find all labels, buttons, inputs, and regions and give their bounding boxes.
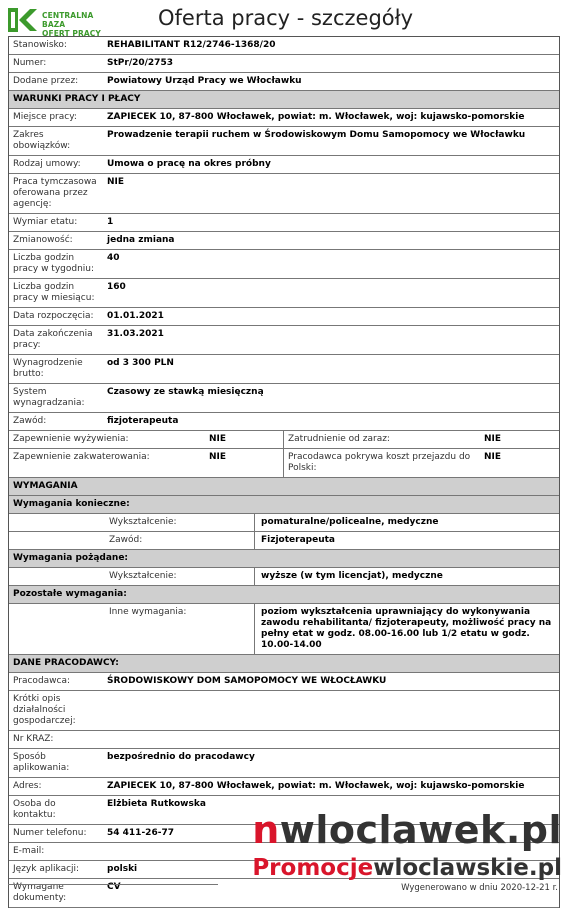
info-row: Adres: ZAPIECEK 10, 87-800 Włocławek, powiat: m. Włocławek, woj: kujawsko-pomorskie [9,778,559,796]
requirement-row: Zawód: Fizjoterapeuta [9,532,559,550]
info-row: Numer: StPr/20/2753 [9,55,559,73]
info-row: Rodzaj umowy: Umowa o pracę na okres próbny [9,156,559,174]
section-header-employer: DANE PRACODAWCY: [9,655,559,673]
info-row: Krótki opis działalności gospodarczej: [9,691,559,731]
footer-divider [8,884,218,885]
info-row: Sposób aplikowania: bezpośrednio do pracodawcy [9,749,559,778]
page-title: Oferta pracy - szczegóły [158,6,414,30]
requirement-row: Wykształcenie: pomaturalne/policealne, medyczne [9,514,559,532]
info-row: Stanowisko: REHABILITANT R12/2746-1368/20 [9,37,559,55]
info-row: Zmianowość: jedna zmiana [9,232,559,250]
watermark-promocje: Promocjewloclawskie.pl [252,855,562,881]
subsection-preferred: Wymagania pożądane: [9,550,559,568]
info-row: Pracodawca: ŚRODOWISKOWY DOM SAMOPOMOCY WE WŁOCŁAWKU [9,673,559,691]
page-header [8,6,558,36]
info-row: Wynagrodzenie brutto: od 3 300 PLN [9,355,559,384]
section-header-conditions: WARUNKI PRACY I PŁACY [9,91,559,109]
info-row: Miejsce pracy: ZAPIECEK 10, 87-800 Włocławek, powiat: m. Włocławek, woj: kujawsko-pomorskie [9,109,559,127]
subsection-required: Wymagania konieczne: [9,496,559,514]
info-row: Dodane przez: Powiatowy Urząd Pracy we Włocławku [9,73,559,91]
requirement-row: Inne wymagania: poziom wykształcenia uprawniający do wykonywania zawodu rehabilitanta/ fizjoterapeuty, możliwość pracy na pełny etat w godz. 08.00-16.00 lub 1/2 etatu w godz. 10.00-14.00 [9,604,559,655]
pair-row: Zapewnienie zakwaterowania: NIE Pracodawca pokrywa koszt przejazdu do Polski: NIE [9,449,559,478]
cbop-logo [8,8,118,38]
top-rows [9,37,559,91]
info-row: Wymiar etatu: 1 [9,214,559,232]
cbop-logo-icon [8,8,38,32]
section-header-requirements: WYMAGANIA [9,478,559,496]
info-row: E-mail: [9,843,559,861]
info-row: System wynagradzania: Czasowy ze stawką miesięczną [9,384,559,413]
requirement-row: Wykształcenie: wyższe (w tym licencjat), medyczne [9,568,559,586]
info-row: Numer telefonu: 54 411-26-77 [9,825,559,843]
info-row: Liczba godzin pracy w tygodniu: 40 [9,250,559,279]
info-row: Zakres obowiązków: Prowadzenie terapii ruchem w Środowiskowym Domu Samopomocy we Włocławku [9,127,559,156]
watermark-nwloclawek: nwloclawek.pl [252,808,562,852]
info-row: Wymagane dokumenty: CV [9,879,559,908]
info-row: Praca tymczasowa oferowana przez agencję: NIE [9,174,559,214]
conditions-rows [9,109,559,431]
offer-table [8,36,560,908]
info-row: Język aplikacji: polski [9,861,559,879]
info-row: Data rozpoczęcia: 01.01.2021 [9,308,559,326]
info-row: Data zakończenia pracy: 31.03.2021 [9,326,559,355]
generated-date: Wygenerowano w dniu 2020-12-21 r. [401,883,558,893]
info-row: Nr KRAZ: [9,731,559,749]
subsection-other: Pozostałe wymagania: [9,586,559,604]
info-row: Osoba do kontaktu: Elżbieta Rutkowska [9,796,559,825]
pair-row: Zapewnienie wyżywienia: NIE Zatrudnienie od zaraz: NIE [9,431,559,449]
info-row: Zawód: fizjoterapeuta [9,413,559,431]
info-row: Liczba godzin pracy w miesiącu: 160 [9,279,559,308]
logo-text: CENTRALNA BAZA OFERT PRACY [42,11,101,38]
